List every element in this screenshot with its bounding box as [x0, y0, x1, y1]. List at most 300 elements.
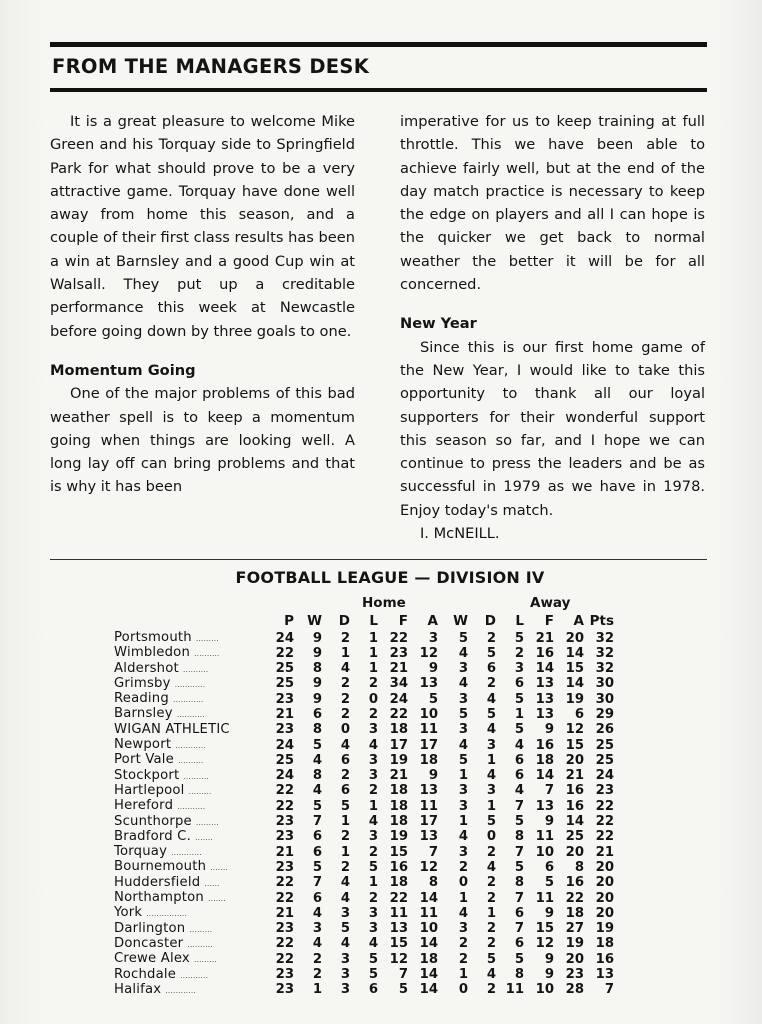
stat-cell: 23	[275, 967, 294, 983]
article-right-column	[400, 110, 705, 545]
stat-cell: 22	[595, 814, 614, 830]
stat-cell: 3	[486, 783, 496, 799]
stat-cell: 6	[368, 982, 378, 998]
stat-cell: 7	[312, 814, 322, 830]
stat-cell: 18	[389, 798, 408, 814]
stat-cell: 9	[312, 691, 322, 707]
stat-cell: 15	[565, 737, 584, 753]
article-paragraph: Since this is our first home game of the New Year, I would like to take this opportunity to thank all our loyal supporters for their wonderful support this season so far, and I hope we can continue to press the leaders and be as successful in 1979 as we have in 1978. Enjoy today's match.	[400, 338, 705, 519]
stat-cell: 16	[595, 951, 614, 967]
stat-cell: 4	[458, 676, 468, 692]
stat-cell: 6	[312, 844, 322, 860]
stat-cell: 23	[275, 829, 294, 845]
stat-cell: 7	[398, 967, 408, 983]
stat-cell: 14	[419, 890, 438, 906]
stat-cell: 5	[340, 921, 350, 937]
stat-cell: 22	[275, 875, 294, 891]
stat-cell: 4	[312, 936, 322, 952]
stat-cell: 7	[604, 982, 614, 998]
stat-cell: 7	[514, 798, 524, 814]
table-row	[114, 631, 614, 646]
stat-cell: 4	[340, 661, 350, 677]
stat-cell: 9	[544, 722, 554, 738]
stat-cell: 0	[368, 691, 378, 707]
stat-cell: 16	[565, 875, 584, 891]
stat-cell: 4	[312, 783, 322, 799]
article-paragraph: It is a great pleasure to welcome Mike Green and his Torquay side to Springfield Park for what should prove to be a very attractive game. Torquay have done well away from home this season, and a couple of their first class results has been a win at Barnsley and a good Cup win at Walsall. They put up a creditable performance this week at Newcastle before going down by three goals to one.	[50, 113, 355, 340]
stat-cell: 5	[428, 691, 438, 707]
leader-dots: .........	[193, 955, 217, 965]
leader-dots: .......	[210, 863, 228, 873]
stat-cell: 6	[514, 676, 524, 692]
stat-cell: 3	[458, 722, 468, 738]
stat-cell: 5	[368, 859, 378, 875]
stat-cell: 14	[565, 645, 584, 661]
leader-dots: .........	[189, 924, 213, 934]
team-name: York ................	[114, 905, 187, 921]
stat-cell: 32	[595, 645, 614, 661]
stat-cell: 22	[275, 890, 294, 906]
stat-cell: 1	[340, 814, 350, 830]
column-header: F	[544, 612, 554, 629]
stat-cell: 12	[419, 859, 438, 875]
signature: I. McNEILL.	[420, 525, 500, 543]
stat-cell: 20	[595, 859, 614, 875]
stat-cell: 24	[275, 768, 294, 784]
stat-cell: 3	[340, 967, 350, 983]
stat-cell: 8	[514, 967, 524, 983]
team-name: Doncaster ..........	[114, 935, 213, 951]
stat-cell: 20	[565, 752, 584, 768]
stat-cell: 20	[595, 890, 614, 906]
column-header: D	[484, 612, 496, 629]
stat-cell: 26	[595, 722, 614, 738]
leader-dots: ............	[172, 695, 204, 705]
stat-cell: 14	[565, 676, 584, 692]
stat-cell: 2	[486, 676, 496, 692]
stat-cell: 1	[368, 661, 378, 677]
team-name: Port Vale ..........	[114, 752, 204, 768]
stat-cell: 7	[514, 844, 524, 860]
team-name: Halifax ............	[114, 981, 196, 997]
stat-cell: 3	[458, 844, 468, 860]
stat-cell: 0	[458, 982, 468, 998]
stat-cell: 18	[389, 814, 408, 830]
table-row	[114, 738, 614, 753]
stat-cell: 1	[486, 798, 496, 814]
stat-cell: 14	[535, 768, 554, 784]
stat-cell: 4	[312, 905, 322, 921]
stat-cell: 4	[312, 752, 322, 768]
stat-cell: 5	[458, 706, 468, 722]
stat-cell: 22	[389, 890, 408, 906]
section-divider	[50, 559, 707, 560]
stat-cell: 2	[486, 630, 496, 646]
stat-cell: 1	[368, 630, 378, 646]
team-name: Darlington .........	[114, 920, 213, 936]
leader-dots: ..........	[194, 649, 220, 659]
stat-cell: 21	[275, 706, 294, 722]
stat-cell: 16	[389, 859, 408, 875]
stat-cell: 5	[340, 798, 350, 814]
stat-cell: 2	[340, 829, 350, 845]
stat-cell: 5	[398, 982, 408, 998]
stat-cell: 16	[535, 645, 554, 661]
stat-cell: 4	[486, 859, 496, 875]
stat-cell: 5	[458, 630, 468, 646]
stat-cell: 2	[486, 921, 496, 937]
leader-dots: ..........	[178, 756, 204, 766]
stat-cell: 24	[275, 737, 294, 753]
leader-dots: ...........	[177, 802, 206, 812]
stat-cell: 9	[428, 768, 438, 784]
leader-dots: ............	[174, 679, 206, 689]
top-rule	[50, 42, 707, 47]
stat-cell: 14	[565, 814, 584, 830]
article-paragraph: imperative for us to keep training at full throttle. This we have been able to achieve fairly well, but at the end of the day match practice is necessary to keep the edge on players and all I can hope is the quicker we get back to normal weather the better it will be for all concerned.	[400, 113, 705, 294]
leader-dots: .........	[188, 786, 212, 796]
leader-dots: ............	[175, 741, 206, 751]
stat-cell: 25	[565, 829, 584, 845]
article-left-column	[50, 110, 355, 499]
stat-cell: 1	[458, 768, 468, 784]
stat-cell: 20	[565, 951, 584, 967]
table-row	[114, 830, 614, 845]
stat-cell: 22	[275, 936, 294, 952]
stat-cell: 11	[535, 890, 554, 906]
column-header: L	[515, 612, 524, 629]
stat-cell: 3	[312, 921, 322, 937]
stat-cell: 8	[514, 829, 524, 845]
team-name: Hartlepool .........	[114, 782, 212, 798]
table-row	[114, 799, 614, 814]
table-row	[114, 922, 614, 937]
team-name: Northampton .......	[114, 890, 226, 906]
stat-cell: 1	[458, 814, 468, 830]
stat-cell: 2	[486, 875, 496, 891]
column-header: D	[338, 612, 350, 629]
stat-cell: 1	[340, 645, 350, 661]
stat-cell: 3	[340, 951, 350, 967]
stat-cell: 22	[389, 706, 408, 722]
table-row	[114, 692, 614, 707]
stat-cell: 6	[514, 752, 524, 768]
stat-cell: 2	[340, 691, 350, 707]
stat-cell: 12	[389, 951, 408, 967]
stat-cell: 25	[275, 676, 294, 692]
table-row	[114, 707, 614, 722]
stat-cell: 2	[340, 630, 350, 646]
stat-cell: 13	[419, 676, 438, 692]
stat-cell: 8	[574, 859, 584, 875]
stat-cell: 23	[565, 967, 584, 983]
stat-cell: 4	[340, 737, 350, 753]
stat-cell: 4	[486, 967, 496, 983]
stat-cell: 14	[419, 967, 438, 983]
stat-cell: 5	[514, 951, 524, 967]
stat-cell: 5	[514, 630, 524, 646]
stat-cell: 11	[419, 722, 438, 738]
stat-cell: 32	[595, 630, 614, 646]
page-title: FROM THE MANAGERS DESK	[52, 55, 370, 78]
stat-cell: 1	[458, 890, 468, 906]
stat-cell: 9	[544, 905, 554, 921]
stat-cell: 4	[486, 691, 496, 707]
stat-cell: 8	[312, 768, 322, 784]
team-name: Wimbledon ..........	[114, 645, 220, 661]
table-row	[114, 891, 614, 906]
team-name: Crewe Alex .........	[114, 951, 217, 967]
stat-cell: 21	[275, 905, 294, 921]
stat-cell: 4	[368, 936, 378, 952]
stat-cell: 7	[428, 844, 438, 860]
table-row	[114, 815, 614, 830]
stat-cell: 3	[368, 829, 378, 845]
stat-cell: 6	[544, 859, 554, 875]
stat-cell: 22	[275, 798, 294, 814]
league-table-title: FOOTBALL LEAGUE — DIVISION IV	[235, 568, 545, 587]
team-name: WIGAN ATHLETIC	[114, 721, 230, 737]
stat-cell: 24	[275, 630, 294, 646]
stat-cell: 8	[312, 661, 322, 677]
stat-cell: 21	[535, 630, 554, 646]
stat-cell: 25	[595, 752, 614, 768]
stat-cell: 2	[486, 982, 496, 998]
stat-cell: 4	[458, 829, 468, 845]
stat-cell: 5	[544, 875, 554, 891]
stat-cell: 5	[514, 859, 524, 875]
table-row	[114, 646, 614, 661]
stat-cell: 10	[535, 982, 554, 998]
stat-cell: 5	[312, 859, 322, 875]
table-row	[114, 784, 614, 799]
stat-cell: 8	[428, 875, 438, 891]
stat-cell: 13	[389, 921, 408, 937]
stat-cell: 5	[514, 722, 524, 738]
stat-cell: 9	[312, 645, 322, 661]
title-rule	[50, 88, 707, 92]
stat-cell: 20	[595, 905, 614, 921]
stat-cell: 34	[389, 676, 408, 692]
stat-cell: 9	[544, 814, 554, 830]
table-row	[114, 876, 614, 891]
stat-cell: 4	[458, 645, 468, 661]
table-row	[114, 937, 614, 952]
stat-cell: 21	[389, 661, 408, 677]
stat-cell: 20	[565, 844, 584, 860]
stat-cell: 0	[458, 875, 468, 891]
league-table	[114, 611, 614, 998]
stat-cell: 2	[368, 844, 378, 860]
stat-cell: 2	[312, 967, 322, 983]
stat-cell: 20	[565, 630, 584, 646]
league-table-body	[114, 631, 614, 998]
stat-cell: 8	[514, 875, 524, 891]
stat-cell: 4	[340, 936, 350, 952]
stat-cell: 30	[595, 676, 614, 692]
stat-cell: 2	[514, 645, 524, 661]
stat-cell: 7	[544, 783, 554, 799]
team-name: Stockport ..........	[114, 767, 209, 783]
stat-cell: 3	[458, 921, 468, 937]
column-header: A	[427, 612, 438, 629]
stat-cell: 5	[368, 967, 378, 983]
stat-cell: 4	[368, 814, 378, 830]
article-paragraph: One of the major problems of this bad weather spell is to keep a momentum going when things are looking well. A long lay off can bring problems and that is why it has been	[50, 385, 355, 496]
stat-cell: 15	[565, 661, 584, 677]
stat-cell: 23	[389, 645, 408, 661]
stat-cell: 6	[514, 936, 524, 952]
column-header: W	[453, 612, 468, 629]
table-row	[114, 952, 614, 967]
stat-cell: 17	[419, 737, 438, 753]
stat-cell: 19	[565, 691, 584, 707]
table-row	[114, 860, 614, 875]
section-heading: Momentum Going	[50, 361, 196, 379]
stat-cell: 22	[595, 829, 614, 845]
stat-cell: 18	[389, 722, 408, 738]
stat-cell: 1	[368, 798, 378, 814]
stat-cell: 10	[419, 921, 438, 937]
stat-cell: 1	[486, 752, 496, 768]
stat-cell: 4	[486, 722, 496, 738]
stat-cell: 12	[419, 645, 438, 661]
stat-cell: 0	[340, 722, 350, 738]
stat-cell: 13	[419, 783, 438, 799]
team-name: Barnsley ...........	[114, 706, 205, 722]
stat-cell: 25	[275, 752, 294, 768]
stat-cell: 18	[565, 905, 584, 921]
stat-cell: 2	[486, 890, 496, 906]
stat-cell: 22	[275, 645, 294, 661]
stat-cell: 6	[312, 890, 322, 906]
stat-cell: 1	[312, 982, 322, 998]
stat-cell: 21	[565, 768, 584, 784]
leader-dots: ............	[171, 848, 202, 858]
leader-dots: .........	[195, 817, 219, 827]
stat-cell: 15	[389, 936, 408, 952]
stat-cell: 4	[458, 905, 468, 921]
column-header: A	[573, 612, 584, 629]
stat-cell: 23	[275, 722, 294, 738]
stat-cell: 11	[419, 905, 438, 921]
stat-cell: 6	[312, 706, 322, 722]
stat-cell: 3	[458, 783, 468, 799]
stat-cell: 1	[458, 967, 468, 983]
stat-cell: 4	[486, 768, 496, 784]
stat-cell: 7	[312, 875, 322, 891]
stat-cell: 2	[340, 676, 350, 692]
stat-cell: 29	[595, 706, 614, 722]
stat-cell: 5	[486, 706, 496, 722]
team-name: Reading ............	[114, 691, 204, 707]
stat-cell: 3	[340, 905, 350, 921]
stat-cell: 11	[389, 905, 408, 921]
stat-cell: 4	[514, 737, 524, 753]
stat-cell: 24	[595, 768, 614, 784]
stat-cell: 16	[535, 737, 554, 753]
stat-cell: 5	[368, 951, 378, 967]
stat-cell: 3	[486, 737, 496, 753]
stat-cell: 3	[340, 982, 350, 998]
stat-cell: 24	[389, 691, 408, 707]
stat-cell: 9	[544, 951, 554, 967]
stat-cell: 5	[312, 798, 322, 814]
stat-cell: 28	[565, 982, 584, 998]
stat-cell: 2	[486, 936, 496, 952]
stat-cell: 9	[312, 676, 322, 692]
stat-cell: 2	[368, 676, 378, 692]
stat-cell: 25	[595, 737, 614, 753]
table-row	[114, 845, 614, 860]
stat-cell: 2	[486, 844, 496, 860]
column-header: L	[369, 612, 378, 629]
team-name: Bradford C. .......	[114, 828, 213, 844]
stat-cell: 17	[419, 814, 438, 830]
stat-cell: 4	[368, 737, 378, 753]
stat-cell: 23	[275, 814, 294, 830]
stat-cell: 11	[535, 829, 554, 845]
stat-cell: 1	[368, 645, 378, 661]
team-name: Torquay ............	[114, 844, 202, 860]
stat-cell: 18	[535, 752, 554, 768]
team-name: Grimsby ............	[114, 675, 206, 691]
leader-dots: ..........	[183, 771, 209, 781]
stat-cell: 0	[486, 829, 496, 845]
stat-cell: 14	[535, 661, 554, 677]
home-group-label: Home	[362, 595, 406, 611]
team-name: Huddersfield ......	[114, 874, 220, 890]
stat-cell: 4	[340, 875, 350, 891]
stat-cell: 27	[565, 921, 584, 937]
stat-cell: 11	[419, 798, 438, 814]
league-table-header	[114, 611, 614, 631]
stat-cell: 2	[458, 936, 468, 952]
stat-cell: 19	[389, 829, 408, 845]
stat-cell: 3	[368, 768, 378, 784]
stat-cell: 2	[340, 768, 350, 784]
team-name: Hereford ...........	[114, 798, 206, 814]
stat-cell: 15	[389, 844, 408, 860]
stat-cell: 3	[458, 798, 468, 814]
stat-cell: 13	[535, 798, 554, 814]
table-row	[114, 677, 614, 692]
leader-dots: ......	[204, 878, 220, 888]
stat-cell: 2	[458, 951, 468, 967]
stat-cell: 21	[595, 844, 614, 860]
stat-cell: 9	[428, 661, 438, 677]
stat-cell: 6	[312, 829, 322, 845]
stat-cell: 1	[514, 706, 524, 722]
table-row	[114, 753, 614, 768]
stat-cell: 3	[514, 661, 524, 677]
table-row	[114, 906, 614, 921]
stat-cell: 2	[458, 859, 468, 875]
stat-cell: 30	[595, 691, 614, 707]
stat-cell: 5	[458, 752, 468, 768]
stat-cell: 6	[486, 661, 496, 677]
stat-cell: 9	[544, 967, 554, 983]
stat-cell: 21	[389, 768, 408, 784]
stat-cell: 23	[595, 783, 614, 799]
away-group-label: Away	[530, 595, 571, 611]
leader-dots: ............	[165, 985, 196, 995]
stat-cell: 13	[595, 967, 614, 983]
stat-cell: 13	[535, 706, 554, 722]
stat-cell: 7	[514, 890, 524, 906]
stat-cell: 2	[340, 706, 350, 722]
stat-cell: 3	[368, 752, 378, 768]
